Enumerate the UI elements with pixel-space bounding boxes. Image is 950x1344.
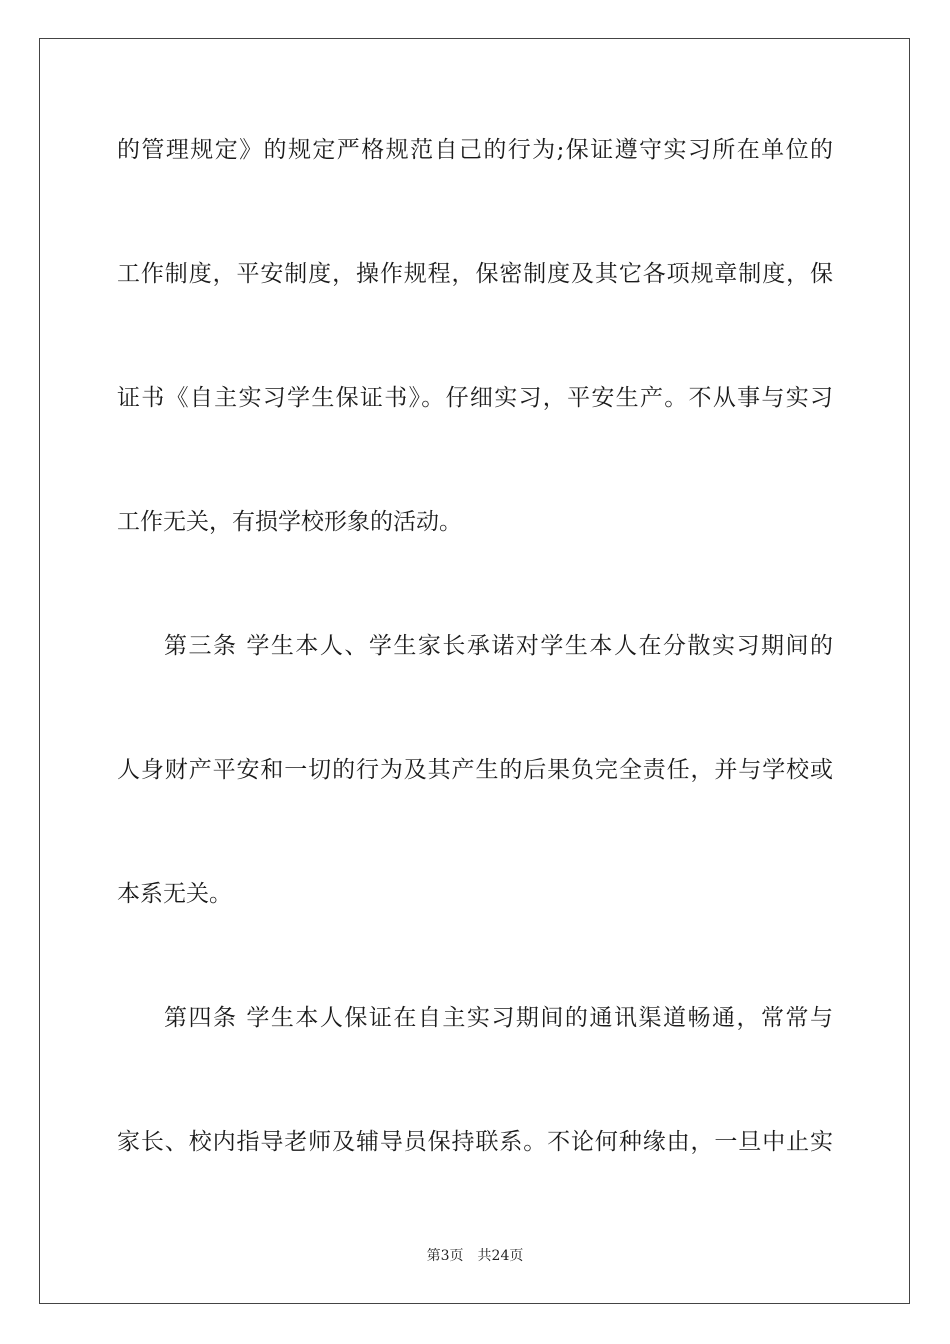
page-border bbox=[39, 38, 910, 1304]
text-line-4: 工作无关，有损学校形象的活动。 bbox=[117, 509, 462, 535]
article-4-line-2: 家长、校内指导老师及辅导员保持联系。不论何种缘由，一旦中止实 bbox=[117, 1129, 833, 1155]
text-line-1: 的管理规定》的规定严格规范自己的行为;保证遵守实习所在单位的 bbox=[117, 137, 833, 163]
page-total: 共24页 bbox=[477, 1248, 524, 1264]
page-number: 第3页 bbox=[426, 1248, 464, 1264]
text-line-3: 证书《自主实习学生保证书》。仔细实习，平安生产。不从事与实习 bbox=[117, 385, 833, 411]
article-4-line-1: 第四条 学生本人保证在自主实习期间的通讯渠道畅通，常常与 bbox=[164, 1005, 833, 1031]
article-3-line-1: 第三条 学生本人、学生家长承诺对学生本人在分散实习期间的 bbox=[164, 633, 833, 659]
page-footer bbox=[0, 1246, 950, 1266]
article-3-line-2: 人身财产平安和一切的行为及其产生的后果负完全责任，并与学校或 bbox=[117, 757, 833, 783]
article-3-line-3: 本系无关。 bbox=[117, 881, 232, 907]
text-line-2: 工作制度，平安制度，操作规程，保密制度及其它各项规章制度，保 bbox=[117, 261, 833, 287]
